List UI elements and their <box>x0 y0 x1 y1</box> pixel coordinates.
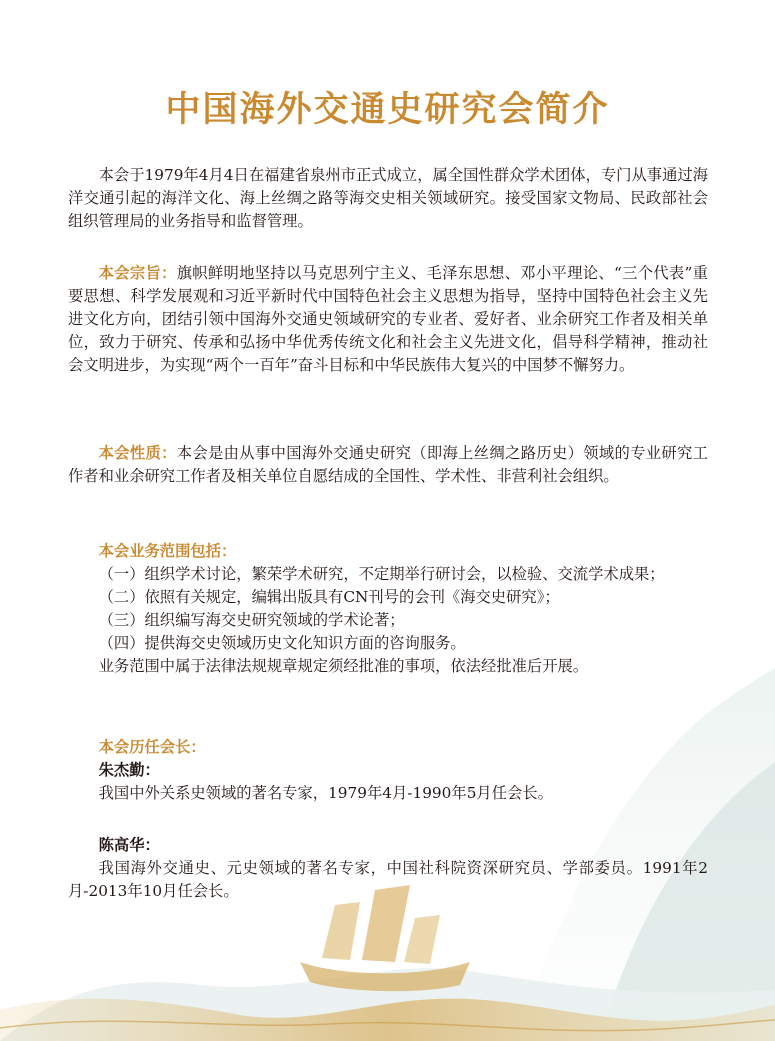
nature-text: 本会是由从事中国海外交通史研究（即海上丝绸之路历史）领域的专业研究工作者和业余研究工作者及相关单位自愿结成的全国性、学术性、非营利社会组织。 <box>68 444 708 485</box>
purpose-paragraph <box>68 262 708 377</box>
scope-item: （一）组织学术讨论，繁荣学术研究，不定期举行研讨会，以检验、交流学术成果； <box>98 565 665 583</box>
president-description: 我国海外交通史、元史领域的著名专家，中国社科院资深研究员、学部委员。1991年2月-2013年10月任会长。 <box>68 859 708 900</box>
nature-paragraph <box>68 442 708 488</box>
presidents-heading: 本会历任会长： <box>98 738 206 756</box>
presidents-section <box>68 736 708 805</box>
page-title: 中国海外交通史研究会简介 <box>165 89 610 130</box>
scope-note: 业务范围中属于法律法规规章规定须经批准的事项，依法经批准后开展。 <box>98 657 589 675</box>
purpose-section <box>68 262 708 377</box>
scope-item: （二）依照有关规定，编辑出版具有CN刊号的会刊《海交史研究》； <box>98 588 560 606</box>
president-name: 朱杰勤： <box>98 761 160 779</box>
purpose-text: 旗帜鲜明地坚持以马克思列宁主义、毛泽东思想、邓小平理论、“三个代表”重要思想、科学发展观和习近平新时代中国特色社会主义思想为指导，坚持中国特色社会主义先进文化方向，团结引领中国海外交通史领域研究的专业者、爱好者、业余研究工作者及相关单位，致力于研究、传承和弘扬中华优秀传统文化和社会主义先进文化，倡导科学精神，推动社会文明进步，为实现“两个一百年”奋斗目标和中华民族伟大复兴的中国梦不懈努力。 <box>68 264 708 374</box>
scope-item: （三）组织编写海交史研究领域的学术论著； <box>98 611 405 629</box>
president-name: 陈高华： <box>98 836 160 854</box>
scope-heading: 本会业务范围包括： <box>98 542 237 560</box>
president-description: 我国中外关系史领域的著名专家，1979年4月-1990年5月任会长。 <box>98 784 553 802</box>
nature-label: 本会性质： <box>98 444 177 462</box>
nature-section <box>68 442 708 488</box>
scope-item: （四）提供海交史领域历史文化知识方面的咨询服务。 <box>98 634 466 652</box>
scope-section <box>68 540 708 678</box>
purpose-label: 本会宗旨： <box>98 264 177 282</box>
president-entry-2 <box>68 834 708 903</box>
intro-section <box>68 164 708 233</box>
intro-paragraph: 本会于1979年4月4日在福建省泉州市正式成立，属全国性群众学术团体，专门从事通过海洋交通引起的海洋文化、海上丝绸之路等海交史相关领域研究。接受国家文物局、民政部社会组织管理局的业务指导和监督管理。 <box>68 166 708 230</box>
